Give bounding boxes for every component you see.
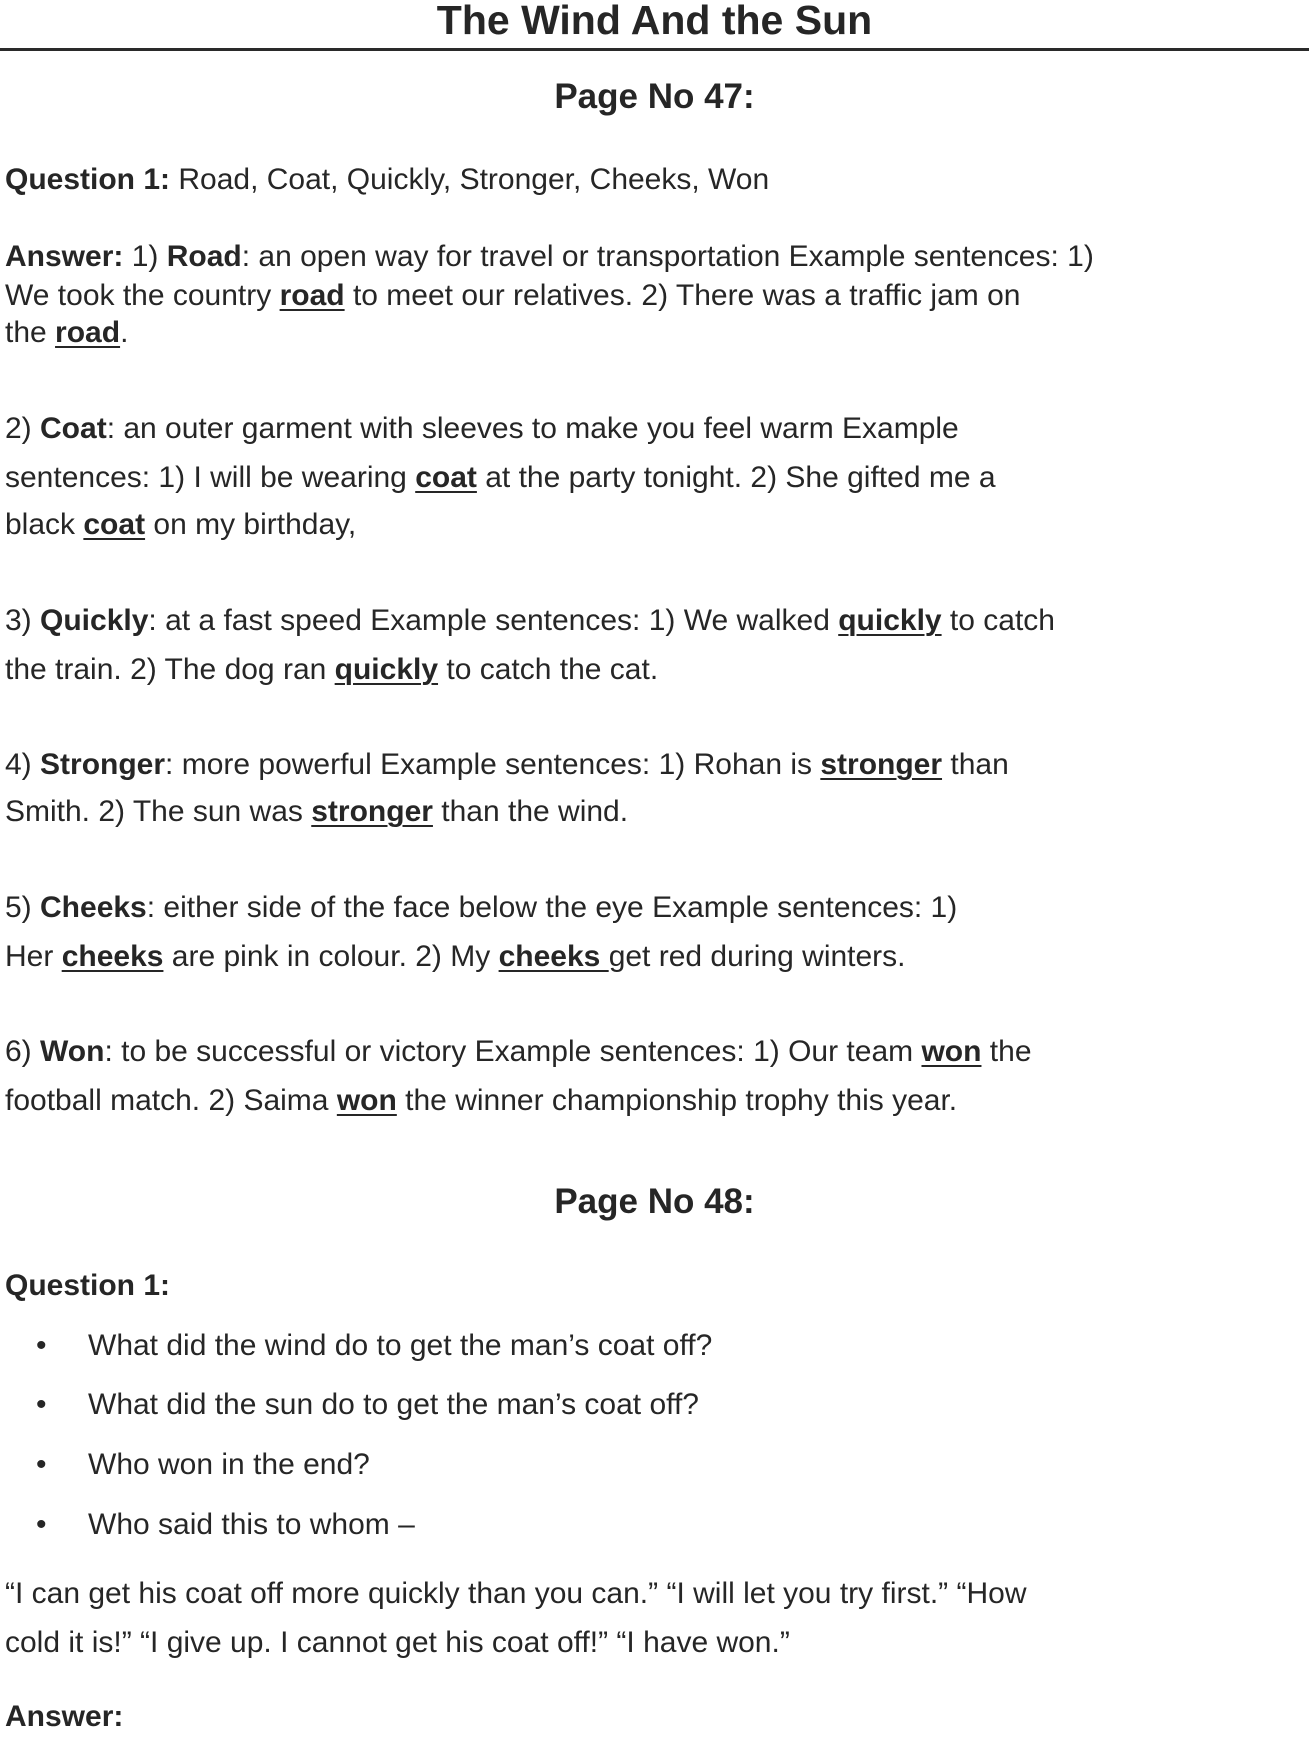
text-segment: Road, Coat, Quickly, Stronger, Cheeks, Won	[170, 163, 770, 196]
text-segment: at the party tonight. 2) She gifted me a	[476, 461, 996, 494]
underlined-keyword: quickly	[838, 604, 942, 637]
bullet-icon: •	[36, 1329, 47, 1362]
text-segment: on my birthday,	[145, 508, 357, 541]
text-line	[5, 1081, 957, 1121]
text-segment: : an open way for travel or transportation Example sentences: 1)	[241, 240, 1094, 273]
underlined-keyword: quickly	[334, 653, 439, 686]
page-heading-48: Page No 48:	[554, 1182, 755, 1221]
text-line	[5, 792, 628, 832]
text-segment: : at a fast speed Example sentences: 1) We walked	[148, 604, 839, 637]
underlined-keyword: cheeks	[61, 940, 164, 973]
text-segment: 1)	[123, 240, 167, 273]
text-segment: 6)	[5, 1035, 41, 1068]
text-segment: sentences: 1) I will be wearing	[5, 461, 416, 494]
text-segment: the	[981, 1035, 1032, 1068]
text-line	[5, 276, 1020, 316]
underlined-keyword: road	[279, 279, 345, 312]
text-line	[5, 1697, 123, 1737]
bold-text: Question 1:	[5, 163, 171, 196]
bold-text: Cheeks	[40, 891, 147, 924]
bullet-icon: •	[36, 1508, 47, 1541]
bullet-icon: •	[36, 1448, 47, 1481]
text-segment: 3)	[5, 604, 41, 637]
text-line	[5, 409, 959, 449]
bullet-item: Who won in the end?	[88, 1448, 370, 1481]
text-line	[5, 1266, 170, 1306]
text-segment: : more powerful Example sentences: 1) Rohan is	[165, 748, 821, 781]
text-segment: Her	[5, 940, 62, 973]
bullet-item: Who said this to whom –	[88, 1508, 415, 1541]
text-segment: .	[120, 316, 129, 349]
text-segment: than	[942, 748, 1009, 781]
bold-text: Road	[166, 240, 242, 273]
text-segment: We took the country	[5, 279, 280, 312]
underlined-keyword: stronger	[820, 748, 943, 781]
text-segment: Smith. 2) The sun was	[5, 795, 312, 828]
bold-text: Won	[40, 1035, 105, 1068]
underlined-keyword: road	[55, 316, 121, 349]
text-segment: the winner championship trophy this year.	[396, 1084, 958, 1117]
text-segment: the	[5, 316, 56, 349]
underlined-keyword: won	[336, 1084, 397, 1117]
text-line	[5, 650, 658, 690]
text-segment: than the wind.	[432, 795, 629, 828]
text-segment: to catch the cat.	[438, 653, 659, 686]
bold-text: Quickly	[40, 604, 149, 637]
document-title: The Wind And the Sun	[436, 0, 873, 43]
bullet-item: What did the wind do to get the man’s coat off?	[88, 1329, 713, 1362]
text-segment: : an outer garment with sleeves to make you feel warm Example	[106, 412, 959, 445]
text-segment: the train. 2) The dog ran	[5, 653, 335, 686]
text-line	[5, 160, 769, 200]
bullet-item: What did the sun do to get the man’s coat off?	[88, 1388, 699, 1421]
underlined-keyword: coat	[415, 461, 477, 494]
underlined-keyword: coat	[83, 508, 146, 541]
text-segment: 4)	[5, 748, 41, 781]
text-line	[5, 458, 996, 498]
text-line	[5, 1623, 790, 1663]
bold-text: Answer:	[5, 240, 124, 273]
bold-text: Stronger	[40, 748, 166, 781]
text-segment: to meet our relatives. 2) There was a traffic jam on	[344, 279, 1021, 312]
text-line	[5, 601, 1055, 641]
text-segment: 2)	[5, 412, 41, 445]
bullet-icon: •	[36, 1388, 47, 1421]
bold-text: Question 1:	[5, 1269, 171, 1302]
text-segment: to catch	[941, 604, 1055, 637]
page-heading-47: Page No 47:	[554, 77, 755, 116]
bold-text: Coat	[40, 412, 107, 445]
text-line	[5, 505, 356, 545]
text-line	[5, 937, 906, 977]
text-line	[5, 1574, 1026, 1614]
title-divider	[0, 48, 1309, 51]
text-line	[5, 888, 957, 928]
text-line	[5, 1032, 1032, 1072]
text-segment: “I can get his coat off more quickly than you can.” “I will let you try first.” “How	[5, 1577, 1027, 1610]
text-segment: 5)	[5, 891, 41, 924]
text-line	[5, 237, 1094, 277]
text-segment: cold it is!” “I give up. I cannot get his coat off!” “I have won.”	[5, 1626, 790, 1659]
text-segment: : to be successful or victory Example sentences: 1) Our team	[104, 1035, 922, 1068]
underlined-keyword: cheeks	[498, 940, 609, 973]
underlined-keyword: won	[921, 1035, 982, 1068]
text-line	[5, 745, 1009, 785]
text-segment: are pink in colour. 2) My	[163, 940, 499, 973]
text-segment: football match. 2) Saima	[5, 1084, 337, 1117]
text-segment: get red during winters.	[608, 940, 906, 973]
underlined-keyword: stronger	[311, 795, 433, 828]
text-line	[5, 313, 128, 353]
text-segment: black	[5, 508, 84, 541]
text-segment: : either side of the face below the eye Example sentences: 1)	[146, 891, 958, 924]
bold-text: Answer:	[5, 1700, 124, 1733]
